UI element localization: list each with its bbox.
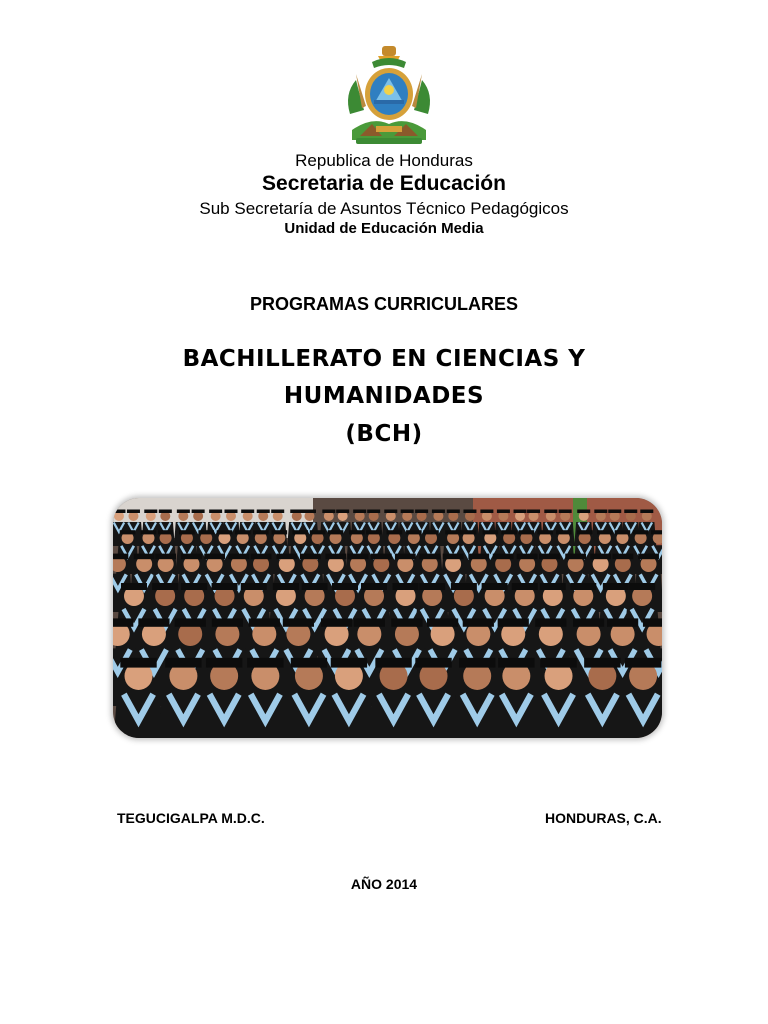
graduate-cap (251, 554, 272, 560)
graduate-cap (393, 583, 419, 590)
header-country-line: Republica de Honduras (295, 151, 473, 170)
graduate-cap (159, 510, 172, 514)
graduate-cap (302, 583, 328, 590)
graduate-cap (367, 510, 380, 514)
graduate-cap (544, 510, 557, 514)
graduate-cap (498, 618, 529, 626)
graduate-cap (121, 583, 147, 590)
graduate-cap (217, 530, 233, 534)
graduate-cap (415, 658, 451, 668)
graduate-cap (138, 618, 169, 626)
graduate-cap (192, 510, 205, 514)
graduate-cap (348, 554, 369, 560)
graduate-cap (212, 618, 243, 626)
graduate-cap (638, 554, 659, 560)
graduate-cap (419, 554, 440, 560)
graduate-cap (384, 510, 397, 514)
graduate-cap (517, 554, 538, 560)
graduate-cap (331, 658, 367, 668)
graduate-cap (559, 510, 572, 514)
graduate-cap (612, 554, 633, 560)
graduate-cap (229, 554, 250, 560)
graduate-cap (445, 530, 461, 534)
graduate-cap (597, 530, 613, 534)
graduate-cap (423, 530, 439, 534)
graduate-cap (310, 530, 326, 534)
graduate-cap (624, 510, 637, 514)
graduate-cap (480, 510, 493, 514)
graduate-cap (283, 618, 314, 626)
graduate-cap (584, 658, 620, 668)
graduate-cap (461, 530, 477, 534)
graduate-cap (152, 583, 178, 590)
graduate-cap (292, 530, 308, 534)
graduate-cap (177, 510, 190, 514)
title-line-1: BACHILLERATO EN CIENCIAS Y (182, 346, 586, 372)
header-unit-line: Unidad de Educación Media (284, 220, 484, 237)
graduate-cap (276, 554, 297, 560)
graduate-cap (443, 554, 464, 560)
graduate-cap (590, 554, 611, 560)
graduate-cap (501, 530, 517, 534)
graduate-cap (354, 618, 385, 626)
graduate-cap (603, 583, 629, 590)
graduate-cap (290, 510, 303, 514)
graduate-cap (497, 510, 510, 514)
graduate-cap (451, 583, 477, 590)
footer-country: HONDURAS, C.A. (545, 810, 662, 826)
title-line-2: HUMANIDADES (283, 383, 485, 409)
graduate-cap (165, 658, 201, 668)
graduate-cap (249, 618, 280, 626)
graduation-ceremony-photo (113, 498, 662, 738)
graduate-cap (371, 554, 392, 560)
graduate-cap (498, 658, 534, 668)
graduate-cap (514, 510, 527, 514)
graduate-cap (332, 583, 358, 590)
footer-year: AÑO 2014 (350, 876, 418, 892)
graduate-cap (361, 583, 387, 590)
graduate-cap (463, 510, 476, 514)
graduate-cap (556, 530, 572, 534)
graduate-cap (113, 554, 128, 560)
graduate-cap (321, 618, 352, 626)
graduate-cap (291, 658, 327, 668)
graduate-cap (271, 510, 284, 514)
graduate-cap (336, 510, 349, 514)
graduate-cap (633, 530, 649, 534)
graduate-cap (493, 554, 514, 560)
graduate-cap (395, 554, 416, 560)
graduate-cap (540, 658, 576, 668)
graduate-cap (303, 510, 316, 514)
graduate-cap (537, 530, 553, 534)
graduate-cap (212, 583, 238, 590)
graduate-cap (427, 618, 458, 626)
graduate-cap (158, 530, 174, 534)
graduate-cap (113, 618, 133, 626)
graduate-cap (512, 583, 538, 590)
graduate-cap (540, 583, 566, 590)
graduate-cap (607, 618, 638, 626)
graduate-cap (120, 530, 136, 534)
graduate-cap (419, 583, 445, 590)
graduate-cap (253, 530, 269, 534)
graduate-cap (651, 530, 662, 534)
graduate-cap (629, 583, 655, 590)
graduate-cap (406, 530, 422, 534)
graduate-cap (113, 510, 125, 514)
graduate-cap (328, 530, 344, 534)
graduate-cap (482, 583, 508, 590)
graduate-cap (127, 510, 140, 514)
graduate-cap (322, 510, 335, 514)
graduate-cap (573, 618, 604, 626)
graduate-cap (241, 583, 267, 590)
graduate-cap (181, 554, 202, 560)
graduate-cap (273, 583, 299, 590)
graduate-cap (155, 554, 176, 560)
graduate-cap (120, 658, 156, 668)
graduate-cap (179, 530, 195, 534)
graduate-cap (391, 618, 422, 626)
graduate-cap (198, 530, 214, 534)
graduate-cap (325, 554, 346, 560)
graduate-cap (527, 510, 540, 514)
graduate-cap (134, 554, 155, 560)
graduate-cap (463, 618, 494, 626)
graduate-cap (241, 510, 254, 514)
graduate-cap (625, 658, 661, 668)
graduate-cap (387, 530, 403, 534)
graduate-cap (401, 510, 414, 514)
title-line-3: (BCH) (345, 421, 423, 447)
graduate-cap (300, 554, 321, 560)
graduate-cap (415, 510, 428, 514)
graduate-cap (565, 554, 586, 560)
graduate-cap (608, 510, 621, 514)
graduate-cap (447, 510, 460, 514)
graduate-cap (206, 658, 242, 668)
graduate-cap (181, 583, 207, 590)
graduate-cap (235, 530, 251, 534)
graduate-cap (535, 618, 566, 626)
graduate-cap (468, 554, 489, 560)
graduate-cap (432, 510, 445, 514)
graduate-cap (224, 510, 237, 514)
footer-city: TEGUCIGALPA M.D.C. (117, 810, 265, 826)
header-ministry-line: Secretaria de Educación (262, 172, 506, 195)
graduate-cap (175, 618, 206, 626)
graduate-cap (570, 583, 596, 590)
graduate-cap (144, 510, 157, 514)
graduate-cap (594, 510, 607, 514)
program-label: PROGRAMAS CURRICULARES (249, 294, 518, 314)
graduate-cap (577, 530, 593, 534)
header-subsecretariat-line: Sub Secretaría de Asuntos Técnico Pedagógicos (199, 199, 569, 218)
graduate-cap (519, 530, 535, 534)
graduate-cap (272, 530, 288, 534)
graduate-cap (539, 554, 560, 560)
graduate-cap (375, 658, 411, 668)
graduate-cap (615, 530, 631, 534)
graduate-cap (204, 554, 225, 560)
coat-of-arms-emblem (342, 44, 436, 148)
graduate-cap (643, 618, 662, 626)
graduate-cap (640, 510, 653, 514)
graduate-cap (459, 658, 495, 668)
graduate-cap (141, 530, 157, 534)
graduate-cap (257, 510, 270, 514)
graduate-cap (577, 510, 590, 514)
graduate-cap (483, 530, 499, 534)
graduate-cap (366, 530, 382, 534)
graduate-cap (209, 510, 222, 514)
graduate-cap (247, 658, 283, 668)
graduate-cap (349, 530, 365, 534)
graduate-cap (353, 510, 366, 514)
